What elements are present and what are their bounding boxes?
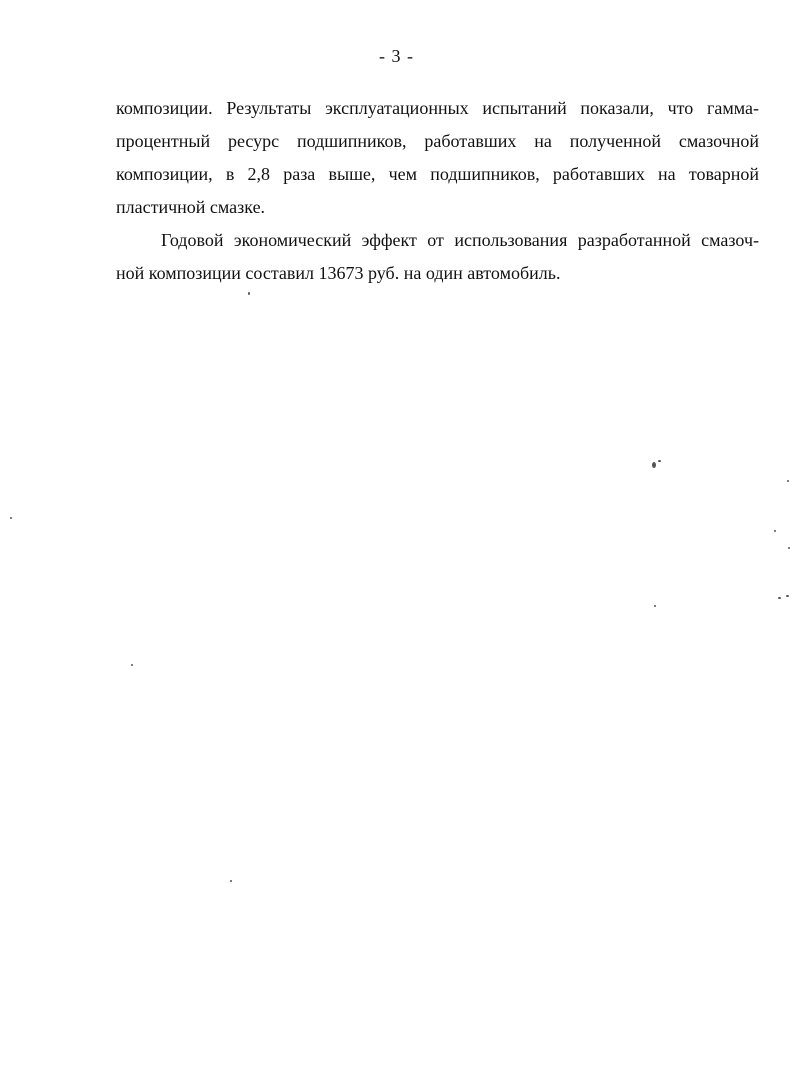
scan-speck: [787, 480, 789, 482]
scan-speck: [652, 462, 656, 468]
text-line: процентный ресурс подшипников, работавших на полученной смазочной: [116, 131, 759, 151]
scan-speck: [774, 530, 776, 532]
scan-speck: [658, 460, 661, 462]
text-line: ной композиции составил 13673 руб. на один автомобиль.: [116, 263, 561, 283]
text-line: композиции. Результаты эксплуатационных испытаний показали, что гамма-: [116, 98, 759, 118]
scan-speck: [786, 595, 789, 597]
text-line: пластичной смазке.: [116, 197, 266, 217]
scan-speck: [788, 547, 790, 549]
text-line: композиции, в 2,8 раза выше, чем подшипников, работавших на товарной: [116, 164, 759, 184]
body-text: [116, 92, 759, 290]
paragraph-results: [116, 92, 759, 224]
scan-speck: [654, 605, 656, 607]
scan-speck: [248, 292, 250, 295]
paragraph-economic-effect: [116, 224, 759, 290]
page-number: - 3 -: [379, 46, 414, 66]
scan-speck: [778, 597, 781, 599]
scan-speck: [230, 880, 232, 882]
text-line: Годовой экономический эффект от использования разработанной смазоч-: [161, 230, 759, 250]
scan-speck: [131, 664, 133, 666]
scan-speck: [10, 517, 12, 519]
